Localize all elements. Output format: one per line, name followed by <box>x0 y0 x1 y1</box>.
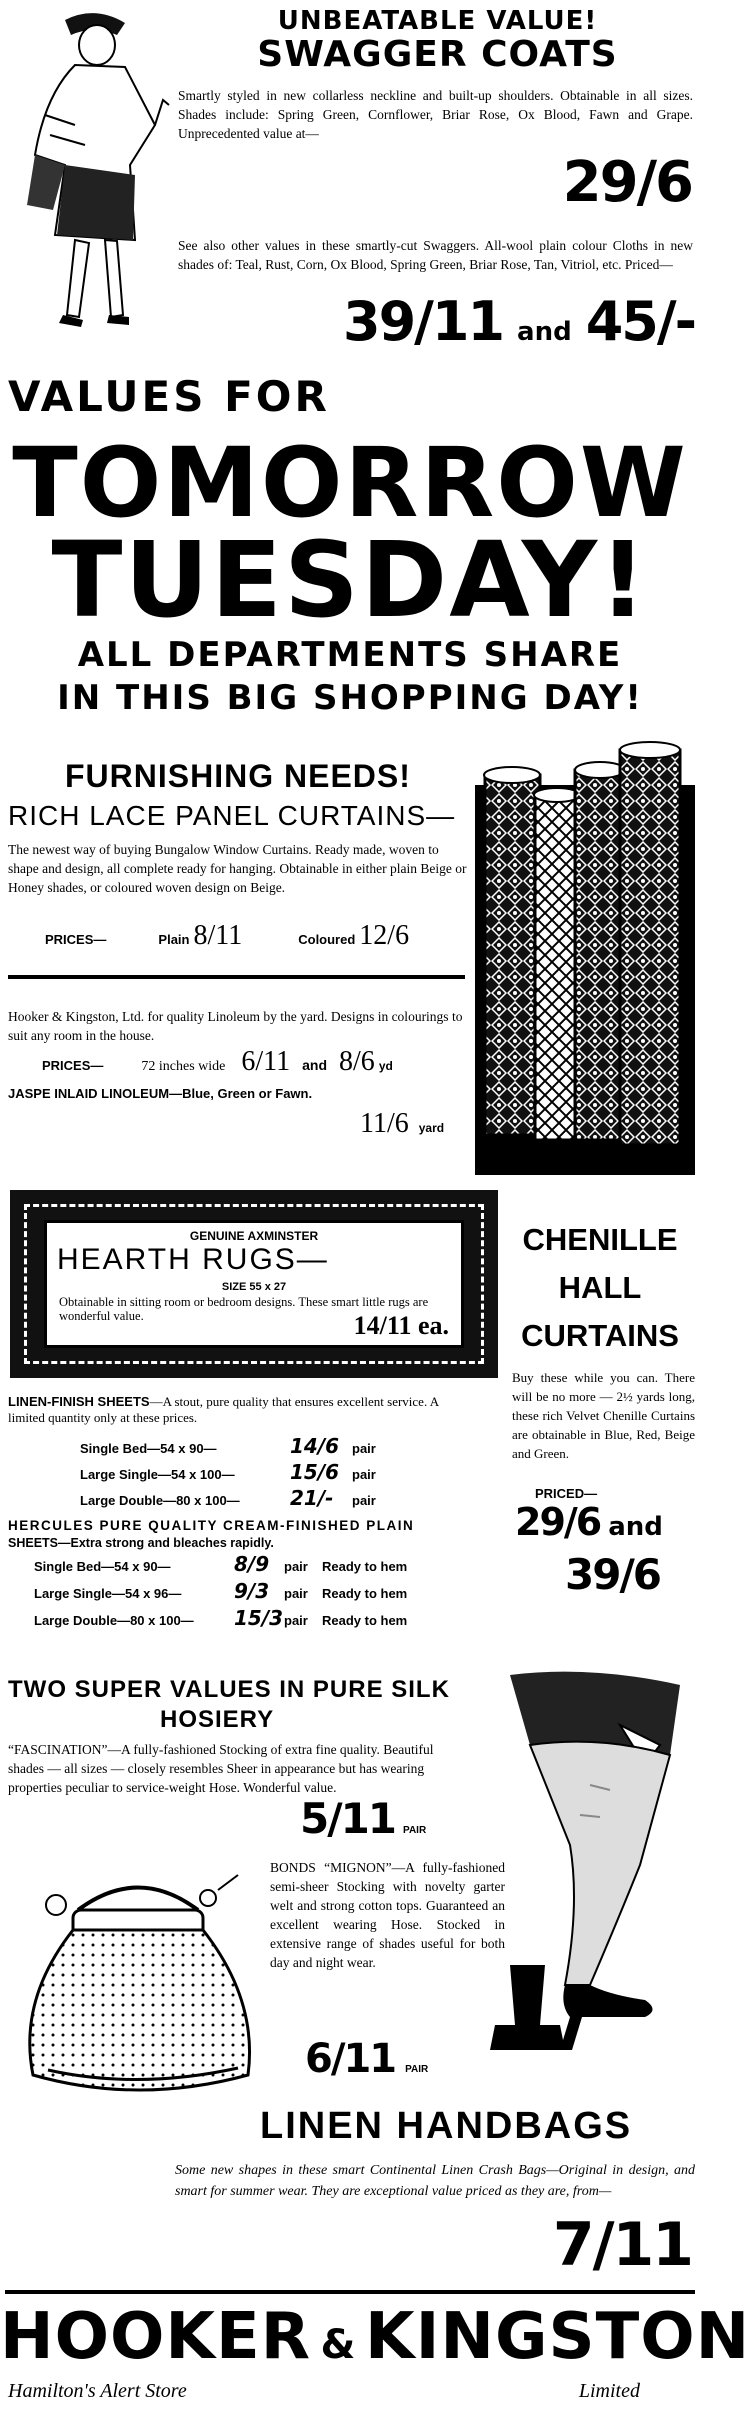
handbags-price: 7/11 <box>552 2210 692 2280</box>
mignon-pair: PAIR <box>405 2064 429 2075</box>
linoleum-prices-label: PRICES— <box>42 1058 104 1073</box>
tuesday-heading: TUESDAY! <box>51 519 649 641</box>
footer-divider <box>5 2290 695 2294</box>
chenille-title-1: CHENILLE <box>522 1222 678 1257</box>
sheets-table <box>80 1434 480 1512</box>
jaspe-price-group <box>360 1108 444 1140</box>
linoleum-prices <box>42 1046 472 1078</box>
furnishing-subtitle: RICH LACE PANEL CURTAINS— <box>8 800 456 831</box>
jaspe-line: JASPE INLAID LINOLEUM—Blue, Green or Fawn. <box>8 1086 313 1101</box>
furnishing-title: FURNISHING NEEDS! <box>65 758 411 794</box>
hercules-note: Ready to hem <box>322 1613 408 1628</box>
sheet-unit: pair <box>352 1441 376 1456</box>
chenille-description: Buy these while you can. There will be no more — 2½ yards long, these rich Velvet Chenille Curtains are obtainable in Blue, Red, Beige and Green. <box>512 1370 695 1461</box>
chenille-title-3: CURTAINS <box>521 1318 679 1353</box>
swagger-kicker: UNBEATABLE VALUE! <box>277 6 598 36</box>
linoleum-price-1: 6/11 <box>241 1046 291 1077</box>
plain-label: Plain <box>158 932 190 947</box>
brand-logo <box>0 2300 750 2374</box>
sheet-unit: pair <box>352 1493 376 1508</box>
brand-right: KINGSTON <box>365 2300 750 2374</box>
swagger-description: Smartly styled in new collarless neckline and built-up shoulders. Obtainable in all sizes. Shades include: Spring Green, Cornflower, Briar Rose, Ox Blood, Fawn and Grape. Unprecedented value at— <box>178 88 693 141</box>
rug-size: SIZE 55 x 27 <box>221 1281 287 1293</box>
stocking-leg-illustration <box>470 1665 695 2065</box>
hearth-rug-panel <box>10 1190 498 1378</box>
linoleum-yd: yd <box>378 1059 393 1073</box>
jaspe-price: 11/6 <box>360 1108 409 1139</box>
table-row <box>34 1579 474 1606</box>
footer-limited: Limited <box>578 2380 640 2402</box>
handbags-description: Some new shapes in these smart Continental Linen Crash Bags—Original in design, and smart for summer wear. They are exceptional value priced as they are, from— <box>175 2163 695 2199</box>
fascination-price: 5/11 <box>300 1794 396 1843</box>
banner-line-1: ALL DEPARTMENTS SHARE <box>77 635 623 675</box>
rug-genuine-label: GENUINE AXMINSTER <box>189 1229 319 1243</box>
chenille-title-2: HALL <box>558 1270 642 1305</box>
swagger-description-2: See also other values in these smartly-cut Swaggers. All-wool plain colour Cloths in new shades of: Teal, Rust, Corn, Ox Blood, Spring Green, Briar Rose, Tan, Vitriol, etc. Priced— <box>178 238 693 272</box>
fascination-price-group <box>300 1794 426 1843</box>
table-row <box>80 1434 480 1460</box>
fascination-description: “FASCINATION”—A fully-fashioned Stocking of extra fine quality. Beautiful shades — all sizes — closely resembles Sheer in appearance but has wearing properties peculiar to service-weight Hose. Wonderful value. <box>8 1742 434 1795</box>
jaspe-yard: yard <box>418 1121 445 1135</box>
hercules-note: Ready to hem <box>322 1586 408 1601</box>
furnishing-description: The newest way of buying Bungalow Window Curtains. Ready made, woven to shape and design, all complete ready for hanging. Obtainable in either plain Beige or Honey shades, or coloured woven design on Beige. <box>8 842 467 895</box>
linoleum-width: 72 inches wide <box>141 1059 226 1074</box>
furnishing-divider <box>8 975 465 979</box>
chenille-prices <box>515 1500 695 1544</box>
banner-line-2: IN THIS BIG SHOPPING DAY! <box>57 678 643 718</box>
handbag-illustration <box>8 1870 263 2105</box>
swagger-price-2a: 39/11 <box>343 290 504 353</box>
values-for-heading: VALUES FOR <box>8 372 330 421</box>
swagger-illustration <box>5 5 175 335</box>
mignon-price: 6/11 <box>305 2036 396 2082</box>
hercules-line-1: HERCULES PURE QUALITY CREAM-FINISHED PLAIN <box>8 1518 415 1533</box>
coloured-price: 12/6 <box>359 920 410 951</box>
swagger-title: SWAGGER COATS <box>257 34 618 75</box>
swagger-and: and <box>517 317 572 347</box>
curtain-rolls-illustration <box>475 745 695 1175</box>
table-row <box>34 1552 474 1579</box>
chenille-price-1: 29/6 <box>515 1500 601 1544</box>
sheet-size-label: Large Double—80 x 100— <box>80 1493 240 1508</box>
sheet-price: 15/6 <box>290 1460 340 1484</box>
linoleum-description: Hooker & Kingston, Ltd. for quality Linoleum by the yard. Designs in colourings to suit any room in the house. <box>8 1009 463 1043</box>
sheet-price: 14/6 <box>290 1434 340 1458</box>
swagger-price-2b: 45/- <box>585 290 695 353</box>
footer-tagline: Hamilton's Alert Store <box>8 2380 187 2402</box>
handbags-title: LINEN HANDBAGS <box>260 2105 633 2147</box>
hercules-price: 9/3 <box>234 1579 270 1603</box>
sheets-intro <box>8 1394 458 1426</box>
hercules-price: 15/3 <box>234 1606 284 1630</box>
rug-description: Obtainable in sitting room or bedroom designs. These smart little rugs are wonderful value. <box>59 1295 429 1323</box>
mignon-description: BONDS “MIGNON”—A fully-fashioned semi-sheer Stocking with novelty garter welt and strong cotton tops. Guaranteed an excellent wearing Hose. Stocked in extensive range of shades useful for both day and night wear. <box>270 1860 505 1970</box>
brand-left: HOOKER <box>0 2300 311 2374</box>
hercules-unit: pair <box>284 1586 308 1601</box>
tomorrow-heading: TOMORROW <box>12 427 688 539</box>
coloured-label: Coloured <box>298 932 356 947</box>
rug-price: 14/11 ea. <box>353 1311 449 1340</box>
swagger-prices-2 <box>300 290 695 353</box>
sheet-unit: pair <box>352 1467 376 1482</box>
prices-label: PRICES— <box>45 932 107 947</box>
sheets-heading: LINEN-FINISH SHEETS <box>8 1394 150 1409</box>
hosiery-title-2: HOSIERY <box>160 1706 275 1733</box>
linoleum-price-2: 8/6 <box>339 1046 375 1077</box>
furnishing-prices <box>45 920 465 952</box>
hosiery-title-1: TWO SUPER VALUES IN PURE SILK <box>8 1676 450 1703</box>
sheets-description: —A stout, pure quality that ensures excellent service. A limited quantity only at these prices. <box>8 1394 439 1425</box>
hercules-note: Ready to hem <box>322 1559 408 1574</box>
brand-ampersand: & <box>320 2322 356 2368</box>
table-row <box>80 1486 480 1512</box>
fascination-pair: PAIR <box>403 1825 427 1836</box>
hercules-table <box>34 1552 474 1633</box>
table-row <box>34 1606 474 1633</box>
linoleum-and: and <box>302 1057 328 1073</box>
chenille-priced: PRICED— <box>535 1486 598 1501</box>
rug-title: HEARTH RUGS— <box>57 1243 329 1276</box>
hercules-unit: pair <box>284 1613 308 1628</box>
chenille-and: and <box>608 1512 663 1542</box>
plain-price: 8/11 <box>193 920 243 951</box>
hercules-size-label: Single Bed—54 x 90— <box>34 1559 171 1574</box>
swagger-price-1: 29/6 <box>562 150 692 215</box>
hercules-unit: pair <box>284 1559 308 1574</box>
hercules-price: 8/9 <box>234 1552 270 1576</box>
hercules-size-label: Large Single—54 x 96— <box>34 1586 182 1601</box>
chenille-price-2: 39/6 <box>565 1550 661 1599</box>
sheet-size-label: Single Bed—54 x 90— <box>80 1441 217 1456</box>
hercules-line-2: SHEETS—Extra strong and bleaches rapidly. <box>8 1536 274 1550</box>
hercules-size-label: Large Double—80 x 100— <box>34 1613 194 1628</box>
mignon-price-group <box>305 2036 428 2082</box>
sheet-size-label: Large Single—54 x 100— <box>80 1467 235 1482</box>
sheet-price: 21/- <box>290 1486 334 1510</box>
table-row <box>80 1460 480 1486</box>
